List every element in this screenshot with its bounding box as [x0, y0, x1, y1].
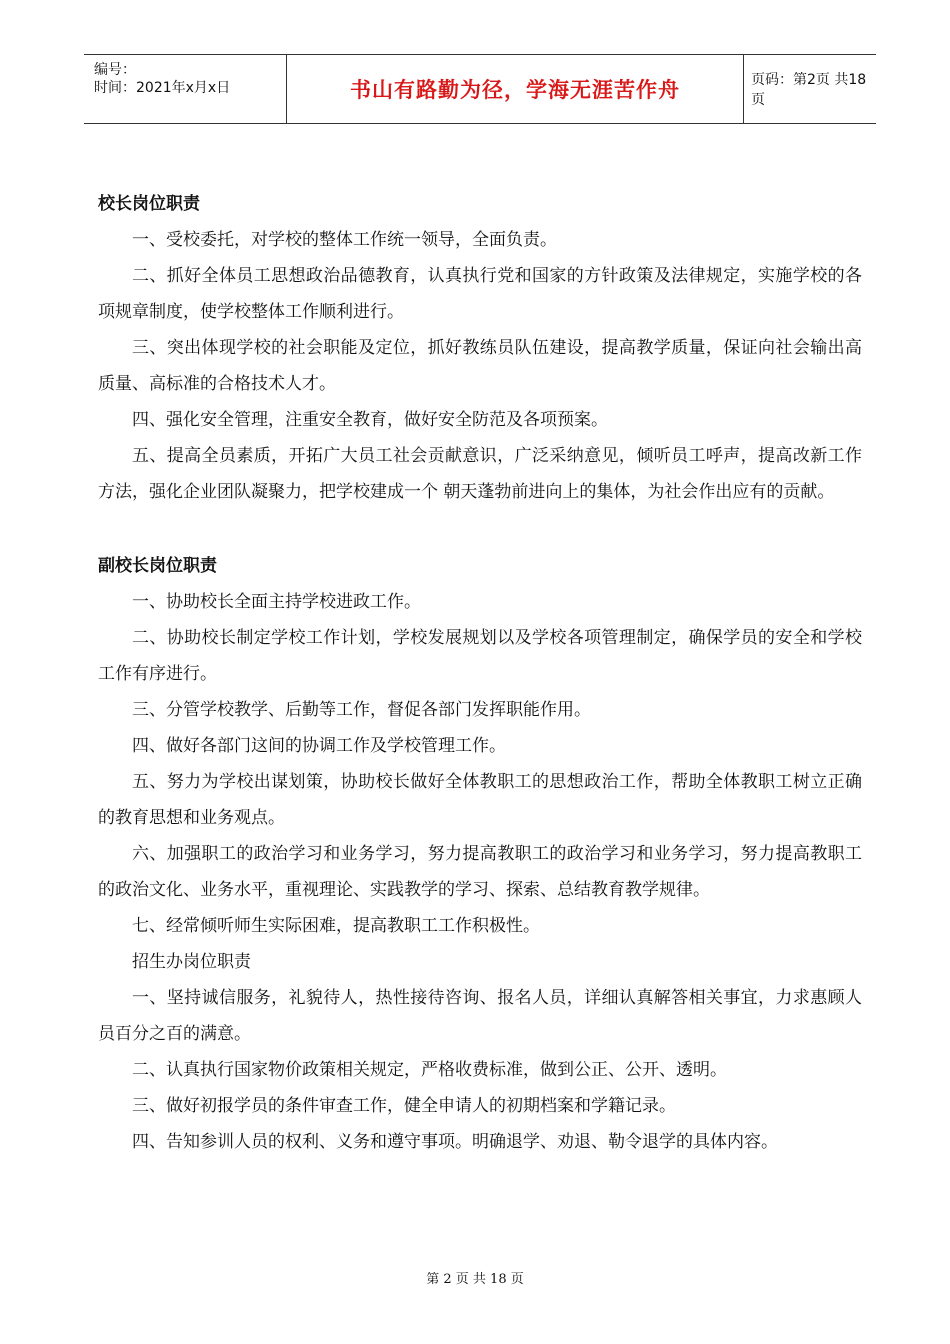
paragraph: 二、认真执行国家物价政策相关规定，严格收费标准，做到公正、公开、透明。 [132, 1060, 727, 1080]
paragraph: 三、做好初报学员的条件审查工作，健全申请人的初期档案和学籍记录。 [132, 1096, 676, 1116]
header-meta [84, 55, 286, 123]
paragraph: 七、经常倾听师生实际困难，提高教职工工作积极性。 [132, 916, 540, 936]
section-gap [98, 510, 862, 548]
section-title: 校长岗位职责 [98, 194, 200, 214]
paragraph: 六、加强职工的政治学习和业务学习，努力提高教职工的政治学习和业务学习，努力提高教职工的政治文化、业务水平，重视理论、实践教学的学习、探索、总结教育教学规律。 [98, 844, 862, 900]
subsection-heading: 招生办岗位职责 [132, 952, 251, 972]
page-footer [0, 1268, 950, 1287]
page-info: 页码：第2页 共18页 [751, 72, 867, 108]
number-label: 编号： [94, 62, 136, 78]
page-number: 第 2 页 共 18 页 [426, 1272, 524, 1287]
paragraph: 一、受校委托，对学校的整体工作统一领导，全面负责。 [132, 230, 557, 250]
paragraph: 二、抓好全体员工思想政治品德教育，认真执行党和国家的方针政策及法律规定，实施学校的各项规章制度，使学校整体工作顺利进行。 [98, 266, 862, 322]
paragraph: 三、突出体现学校的社会职能及定位，抓好教练员队伍建设，提高教学质量，保证向社会输出高质量、高标准的合格技术人才。 [98, 338, 862, 394]
section-title: 副校长岗位职责 [98, 556, 217, 576]
paragraph: 二、协助校长制定学校工作计划，学校发展规划以及学校各项管理制定，确保学员的安全和学校工作有序进行。 [98, 628, 862, 684]
page-header [84, 54, 876, 124]
paragraph: 一、协助校长全面主持学校进政工作。 [132, 592, 421, 612]
paragraph: 四、做好各部门这间的协调工作及学校管理工作。 [132, 736, 506, 756]
header-motto-cell [286, 55, 744, 123]
paragraph: 三、分管学校教学、后勤等工作，督促各部门发挥职能作用。 [132, 700, 591, 720]
motto: 书山有路勤为径，学海无涯苦作舟 [350, 78, 680, 102]
time-label: 时间：2021年x月x日 [94, 80, 231, 96]
document-body [98, 186, 862, 1160]
header-page-info [743, 55, 876, 123]
paragraph: 五、努力为学校出谋划策，协助校长做好全体教职工的思想政治工作，帮助全体教职工树立正确的教育思想和业务观点。 [98, 772, 862, 828]
paragraph: 四、强化安全管理，注重安全教育，做好安全防范及各项预案。 [132, 410, 608, 430]
paragraph: 一、坚持诚信服务，礼貌待人，热性接待咨询、报名人员，详细认真解答相关事宜，力求惠顾人员百分之百的满意。 [98, 988, 862, 1044]
paragraph: 五、提高全员素质，开拓广大员工社会贡献意识，广泛采纳意见，倾听员工呼声，提高改新工作方法，强化企业团队凝聚力，把学校建成一个 朝天蓬勃前进向上的集体，为社会作出应有的贡献。 [98, 446, 862, 502]
paragraph: 四、告知参训人员的权利、义务和遵守事项。明确退学、劝退、勒令退学的具体内容。 [132, 1132, 778, 1152]
